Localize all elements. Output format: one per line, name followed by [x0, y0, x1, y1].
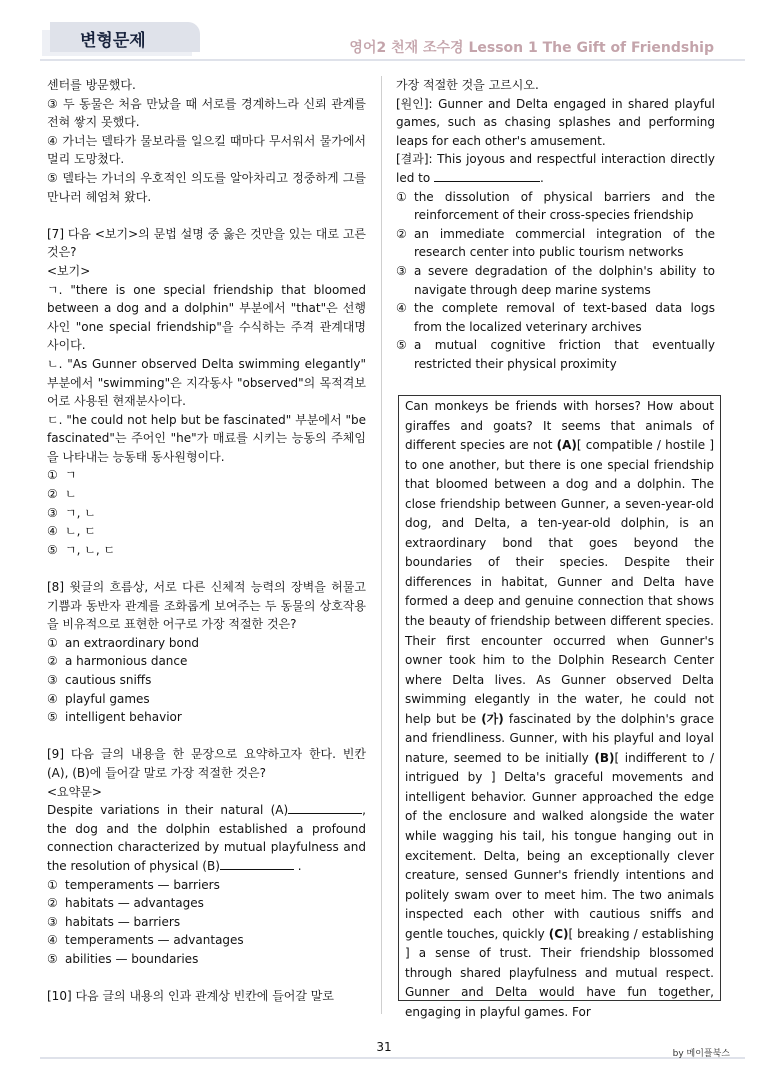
q7-box-label: <보기>	[47, 263, 91, 278]
q7-option-3: ③ ㄱ, ㄴ	[47, 505, 96, 520]
q7-option-4: ④ ㄴ, ㄷ	[47, 524, 96, 539]
intro-line: 센터를 방문했다.	[47, 78, 136, 92]
q9-option-3: ③ habitats — barriers	[47, 914, 181, 929]
page-number: 31	[376, 1040, 392, 1054]
footer-brand: by 메이플북스	[672, 1049, 730, 1059]
column-divider	[381, 76, 382, 1014]
q7-option-2: ② ㄴ	[47, 487, 77, 502]
q8-option-3: ③ cautious sniffs	[47, 673, 152, 687]
q7-option-5: ⑤ ㄱ, ㄴ, ㄷ	[47, 542, 116, 557]
passage-text-2: [ compatible / hostile ] to one another, but there is one special friendship that bloomed between a dog and a dolphin. The close friendship between Gunner, a seven-year-old dog, and Delta, a ten-year-old dolphin, is an extraordinary bond that goes beyond the boundaries of their species. Despite their differences in habitat, Gunner and Delta have formed a deep and genuine connection that shows the beauty of friendship between different species. Their first encounter occurred when Gunner's owner took him to the Dolphin Research Center where Delta lives. As Gunner observed Delta swimming elegantly in the water, he could not help but be	[405, 438, 714, 726]
passage-text-5: [ breaking / establishing ] a sense of trust. Their friendship blossomed through shared playfulness and mutual respect. Gunner and Delta would have fun together, engaging in playful games. For	[405, 926, 714, 1019]
q10-cause: [원인]: Gunner and Delta engaged in shared playful games, such as chasing splashes and performing leaps for each other's amusement.	[396, 96, 715, 148]
left-column	[47, 76, 366, 1006]
passage-text-3: fascinated by the dolphin's grace and friendliness. Gunner, with his playful and loyal nature, seemed to be initially	[405, 711, 714, 765]
q7-stem: [7] 다음 <보기>의 문법 설명 중 옳은 것만을 있는 대로 고른 것은?	[47, 226, 366, 260]
blank-b	[220, 857, 294, 870]
passage-text-4: [ indifferent to / intrigued by ] Delta's graceful movements and intelligent behavior. Gunner approached the edge of the enclosure and walked alongside the water while wagging his tail, his tongue hanging out in excitement. Delta, being an exceptionally clever creature, sensed Gunner's friendly intentions and politely swam over to meet him. The two animals inspected each other with cautious sniffs and gentle touches, quickly	[405, 750, 714, 941]
q9-option-1: ① temperaments — barriers	[47, 877, 220, 892]
q7-option-1: ① ㄱ	[47, 468, 77, 483]
q10-stem-continued: 가장 적절한 것을 고르시오.	[396, 78, 539, 92]
right-column	[396, 76, 715, 374]
passage-text-1: Can monkeys be friends with horses? How about giraffes and goats? It seems that animals of different species are not	[405, 399, 714, 453]
footer-divider	[40, 1057, 745, 1059]
q9-summary-label: <요약문>	[47, 784, 102, 799]
q8-option-5: ⑤ intelligent behavior	[47, 710, 182, 725]
q10-stem: [10] 다음 글의 내용의 인과 관계상 빈칸에 들어갈 말로	[47, 989, 334, 1004]
page-header	[0, 0, 768, 62]
q8-option-1: ① an extraordinary bond	[47, 635, 200, 650]
q10-option-2: ② an immediate commercial integration of the research center into public tourism networks	[396, 226, 715, 260]
q8-stem: [8] 윗글의 흐름상, 서로 다른 신체적 능력의 장벽을 허물고 기쁨과 동반자 관계를 조화롭게 보여주는 두 동물의 상호작용을 비유적으로 표현한 어구로 가장 적절한 것은?	[47, 580, 366, 632]
header-divider	[40, 59, 745, 61]
q10-option-3: ③ a severe degradation of the dolphin's ability to navigate through deep marine systems	[396, 263, 715, 297]
marker-b: (B)	[594, 750, 615, 765]
q9-option-2: ② habitats — advantages	[47, 896, 204, 911]
q9-option-5: ⑤ abilities — boundaries	[47, 951, 199, 966]
intro-option-5: ⑤ 델타는 가너의 우호적인 의도를 알아차리고 정중하게 그를 만나러 헤엄쳐 왔다.	[47, 170, 366, 204]
marker-ga: (가)	[481, 711, 504, 726]
intro-option-3: ③ 두 동물은 처음 만났을 때 서로를 경계하느라 신뢰 관계를 전혀 쌓지 못했다.	[47, 96, 366, 130]
q7-item-b: ㄴ. "As Gunner observed Delta swimming elegantly" 부분에서 "swimming"은 지각동사 "observed"의 목적격보어로 사용된 현재분사이다.	[47, 356, 366, 409]
intro-option-4: ④ 가너는 델타가 물보라를 일으킬 때마다 무서워서 물가에서 멀리 도망쳤다.	[47, 133, 366, 167]
q9-summary: Despite variations in their natural (A) , the dog and the dolphin established a profound connection characterized by mutual playfulness and the resolution of physical (B) .	[47, 803, 366, 873]
marker-c: (C)	[548, 926, 569, 941]
blank-result	[434, 169, 540, 182]
q8-option-2: ② a harmonious dance	[47, 654, 188, 669]
blank-a	[288, 801, 362, 814]
passage-box	[398, 395, 721, 1019]
q7-item-a: ㄱ. "there is one special friendship that bloomed between a dog and a dolphin" 부분에서 "that"은 선행사인 "one special friendship"을 수식하는 주격 관계대명사이다.	[47, 282, 366, 353]
q9-option-4: ④ temperaments — advantages	[47, 933, 244, 948]
header-tag	[50, 22, 200, 52]
q10-result: [결과]: This joyous and respectful interaction directly led to .	[396, 152, 715, 185]
q8-option-4: ④ playful games	[47, 691, 150, 706]
header-tag-label: 변형문제	[80, 31, 146, 51]
q7-item-c: ㄷ. "he could not help but be fascinated" 부분에서 "be fascinated"는 주어인 "he"가 매료를 시키는 능동의 주체임을 나타내는 능동태 동사원형이다.	[47, 412, 366, 464]
q10-option-4: ④ the complete removal of text-based data logs from the localized veterinary archives	[396, 301, 715, 334]
q10-option-1: ① the dissolution of physical barriers and the reinforcement of their cross-species friendship	[396, 189, 715, 223]
q10-option-5: ⑤ a mutual cognitive friction that eventually restricted their physical proximity	[396, 338, 715, 371]
q9-stem: [9] 다음 글의 내용을 한 문장으로 요약하고자 한다. 빈칸 (A), (B)에 들어갈 말로 가장 적절한 것은?	[47, 747, 366, 780]
marker-a: (A)	[556, 438, 577, 453]
header-title: 영어2 천재 조수경 Lesson 1 The Gift of Friendship	[349, 40, 714, 56]
